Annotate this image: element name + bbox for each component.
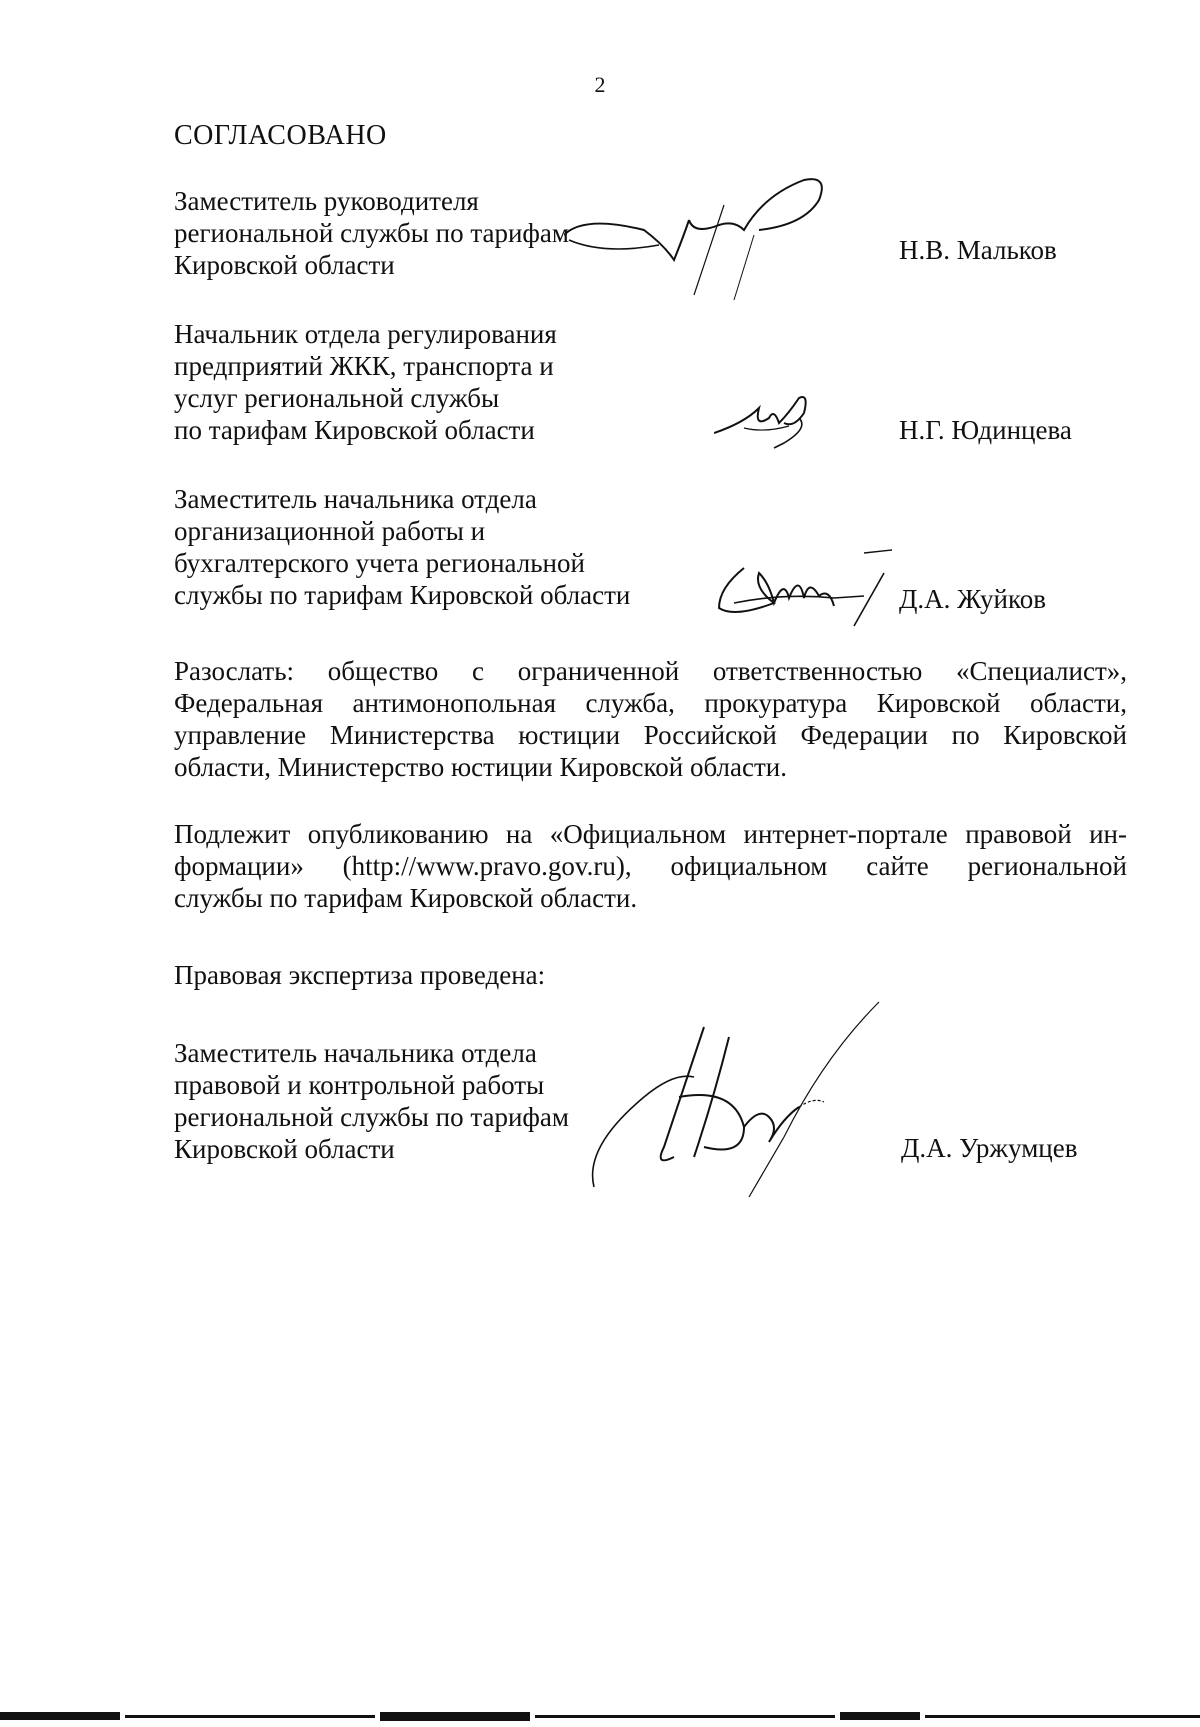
signature-malkov <box>564 175 924 305</box>
signature-urzhumtsev <box>584 997 904 1197</box>
position-line: службы по тарифам Кировской области <box>174 580 631 610</box>
approver-position <box>174 483 694 611</box>
approver-position <box>174 318 694 446</box>
position-line: услуг региональной службы <box>174 383 500 413</box>
approver-name: Н.В. Мальков <box>899 235 1057 265</box>
position-line: организационной работы и <box>174 516 486 546</box>
approver-name: Н.Г. Юдинцева <box>899 415 1072 445</box>
distribution-paragraph <box>174 655 1127 783</box>
approver-name: Д.А. Жуйков <box>899 584 1046 614</box>
approver-block-urzhumtsev <box>174 1037 1174 1165</box>
signature-zhuikov <box>714 548 914 628</box>
signature-yudintseva <box>714 388 824 458</box>
position-line: Начальник отдела регулирования <box>174 319 557 349</box>
approver-name: Д.А. Уржумцев <box>901 1133 1078 1163</box>
position-line: Кировской области <box>174 1134 395 1164</box>
position-line: Заместитель начальника отдела <box>174 484 537 514</box>
position-line: правовой и контрольной работы <box>174 1070 545 1100</box>
position-line: региональной службы по тарифам <box>174 1102 569 1132</box>
approver-block-yudintseva <box>174 318 1174 446</box>
paragraph-line: области, Министерство юстиции Кировской области. <box>174 752 787 782</box>
position-line: бухгалтерского учета региональной <box>174 548 585 578</box>
approver-block-zhuikov <box>174 483 1174 614</box>
scan-border <box>0 1709 1200 1721</box>
position-line: предприятий ЖКК, транспорта и <box>174 351 554 381</box>
paragraph-line: службы по тарифам Кировской области. <box>174 883 638 913</box>
paragraph-line: формации» (http://www.pravo.gov.ru), официальном сайте региональной <box>174 851 1127 881</box>
paragraph-line: Разослать: общество с ограниченной ответственностью «Специалист», <box>174 656 1127 686</box>
position-line: по тарифам Кировской области <box>174 415 535 445</box>
paragraph-line: Федеральная антимонопольная служба, прокуратура Кировской области, <box>174 688 1127 718</box>
position-line: Заместитель начальника отдела <box>174 1038 537 1068</box>
legal-review-label: Правовая экспертиза проведена: <box>174 960 546 990</box>
approval-heading: СОГЛАСОВАНО <box>174 120 387 151</box>
publication-paragraph <box>174 818 1127 914</box>
paragraph-line: Подлежит опубликованию на «Официальном интернет-портале правовой ин- <box>174 819 1127 849</box>
approver-block-malkov <box>174 185 1174 281</box>
page-number: 2 <box>594 72 606 97</box>
position-line: региональной службы по тарифам <box>174 218 569 248</box>
position-line: Заместитель руководителя <box>174 186 479 216</box>
paragraph-line: управление Министерства юстиции Российской Федерации по Кировской <box>174 720 1127 750</box>
position-line: Кировской области <box>174 250 395 280</box>
